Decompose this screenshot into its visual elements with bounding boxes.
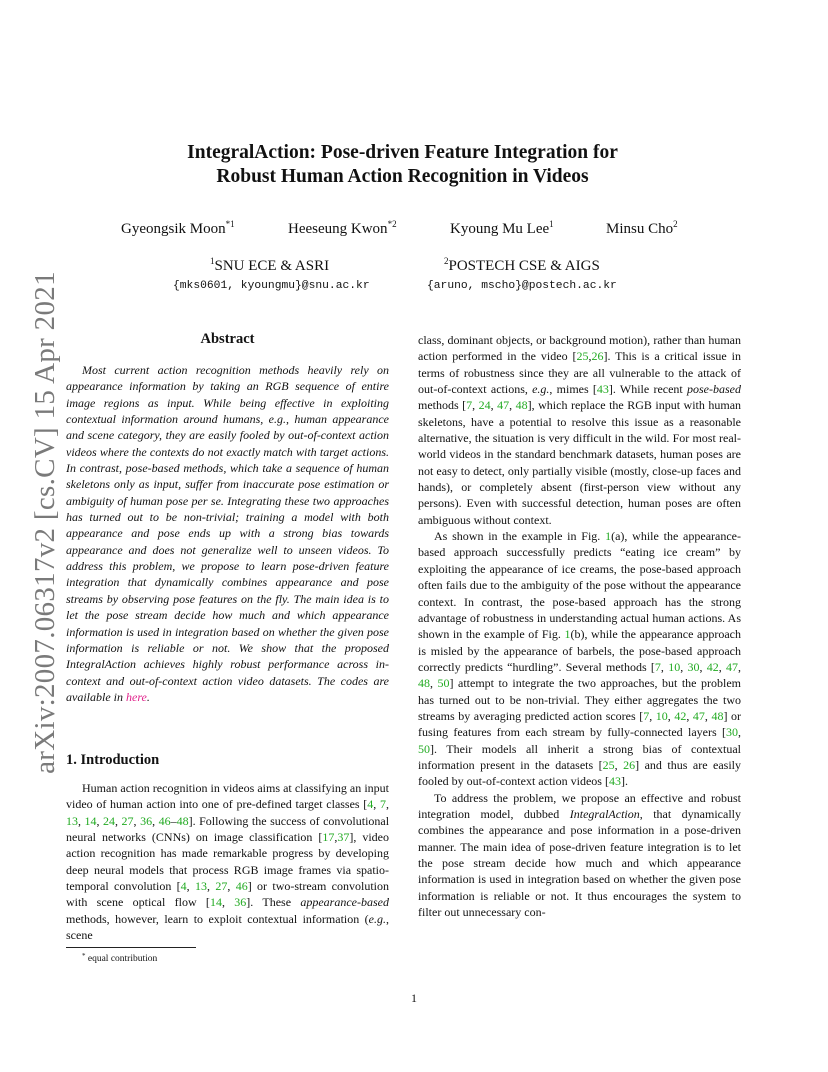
code-link[interactable]: here [126, 689, 147, 704]
title-line-2: Robust Human Action Recognition in Videos [216, 166, 589, 187]
author-1: Gyeongsik Moon$^{*1}$ [121, 219, 235, 237]
author-4: Minsu Cho$^2$ [606, 219, 678, 237]
author-3: Kyoung Mu Lee$^1$ [450, 219, 554, 237]
email-2: {aruno, mscho}@postech.ac.kr [427, 280, 617, 292]
footnote: * equal contribution [82, 952, 158, 964]
intro-paragraph-3: To address the problem, we propose an effective and robust integration model, dubbed IntegralAction, that dynamically combines the appearance and pose information in a pose-driven manner. The main idea of pose-driven feature integration is to let the pose stream decide how much and which appearance information is used in integration based on whether the given pose information is reliable or not. It thus encourages the system to filter out unnecessary con- [418, 790, 741, 920]
title-line-1: IntegralAction: Pose-driven Feature Integration for [187, 142, 618, 163]
intro-paragraph-1: Human action recognition in videos aims at classifying an input video of human action into one of pre-defined target classes [4, 7, 13, 14, 24, 27, 36, 46–48]. Following the success of convolutional neural networks (CNNs) on image classification [17,37], video action recognition has made remarkable progress by developing deep neural models that process RGB image frames via spatio-temporal convolution [4, 13, 27, 46] or two-stream convolution with scene optical flow [14, 36]. These appearance-based methods, however, learn to exploit contextual information (e.g., scene [66, 781, 390, 943]
intro-body [66, 780, 389, 943]
intro-paragraph-2: As shown in the example in Fig. 1(a), while the appearance-based approach successfully predicts “eating ice cream” by exploiting the appearance of ice creams, the pose-based approach often fails due to the ambiguity of the pose without the appearance context. In contrast, the pose-based approach has the strong advantage of robustness in understanding actual human actions. As shown in the example of Fig. 1(b), while the appearance approach is misled by the appearance of barbels, the pose-based approach correctly predicts “hurdling”. Several methods [7, 10, 30, 42, 47, 48, 50] attempt to integrate the two approaches, but the problem has turned out to be non-trivial. They either aggregates the two streams by averaging predicted action scores [7, 10, 42, 47, 48] or fusing features from each stream by fully-connected layers [30, 50]. Their models all inherit a strong bias of contextual information present in the datasets [25, 26] and thus are easily fooled by out-of-context action videos [43]. [418, 529, 742, 789]
footnote-rule [66, 947, 196, 948]
intro-heading: 1. Introduction [66, 752, 160, 768]
paper-title [110, 141, 695, 189]
author-list [0, 219, 828, 243]
arxiv-stamp: arXiv:2007.06317v2 [cs.CV] 15 Apr 2021 [28, 270, 61, 774]
affiliation-1: $^1$SNU ECE & ASRI [210, 256, 330, 274]
abstract-body [66, 362, 389, 705]
page-number: 1 [411, 991, 417, 1005]
abstract-heading: Abstract [200, 331, 255, 347]
abstract-paragraph: Most current action recognition methods heavily rely on appearance information by taking an RGB sequence of entire image regions as input. While being effective in exploiting contextual information around humans, e.g., human appearance and scene category, they are easily fooled by out-of-context action videos where the contexts do not exactly match with target actions. In contrast, pose-based methods, which take a sequence of human skeletons only as input, suffer from inaccurate pose estimation or ambiguity of human pose per se. Integrating these two approaches has turned out to be non-trivial; training a model with both appearance and pose ends up with a strong bias towards appearance and does not generalize well to unseen videos. To address this problem, we propose to learn pose-driven feature integration that dynamically combines appearance and pose streams by observing pose features on the fly. The main idea is to let the pose stream decide how much and which appearance information is used in integration based on whether the given pose information is reliable or not. We show that the proposed IntegralAction achieves highly robust performance across in-context and out-of-context action video datasets. The codes are available in here. [66, 363, 389, 704]
affiliation-2: $^2$POSTECH CSE & AIGS [444, 256, 600, 274]
right-column [418, 332, 741, 920]
email-1: {mks0601, kyoungmu}@snu.ac.kr [173, 280, 370, 292]
author-2: Heeseung Kwon$^{*2}$ [288, 219, 397, 237]
intro-paragraph-1-cont: class, dominant objects, or background motion), rather than human action performed in the video [25,26]. This is a critical issue in terms of robustness since they are all vulnerable to the attack of out-of-context actions, e.g., mimes [43]. While recent pose-based methods [7, 24, 47, 48], which replace the RGB input with human skeletons, have a potential to resolve this issue as a reasonable alternative, the situation is very difficult in the wild. For most real-world videos in the standard benchmark datasets, human poses are not easy to detect, only partially visible (mostly, close-up faces and hands), or completely absent (first-person view without any persons). Even with successful detection, human poses are often ambiguous without context. [418, 333, 742, 527]
